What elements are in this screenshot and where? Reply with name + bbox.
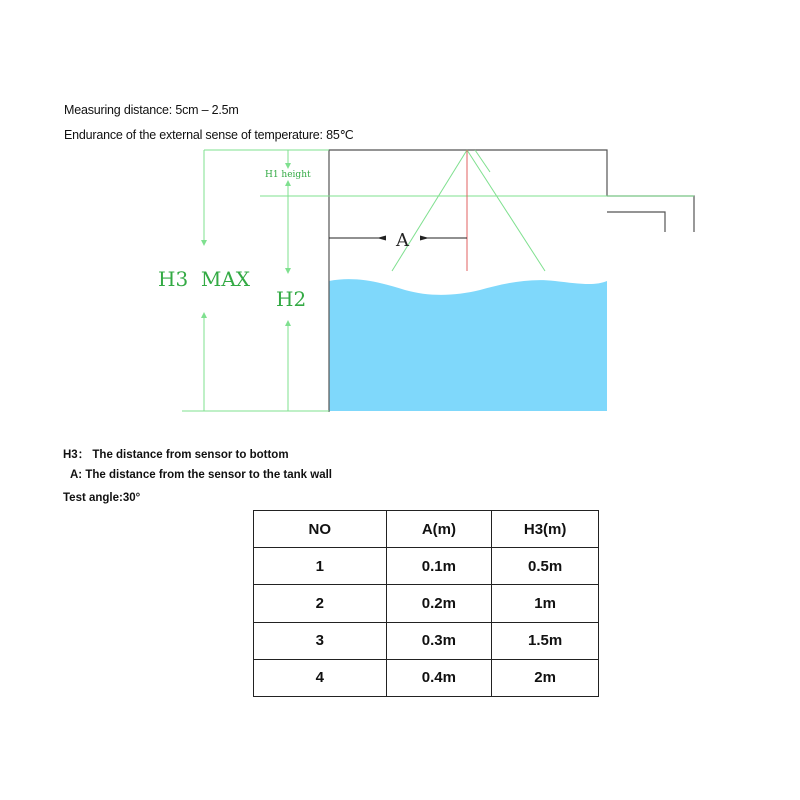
h1-arrow-down bbox=[285, 163, 291, 169]
h3-arrow-up bbox=[201, 312, 207, 318]
table-cell: 1.5m bbox=[492, 622, 599, 659]
table-cell: 0.5m bbox=[492, 548, 599, 585]
h2-arrow-up bbox=[285, 320, 291, 326]
table-row bbox=[254, 585, 599, 622]
h2-label: H2 bbox=[276, 287, 307, 311]
h3-max-label: H3 MAX bbox=[158, 267, 251, 291]
table-cell: 3 bbox=[254, 622, 387, 659]
outlet-pipe-bottom bbox=[607, 212, 665, 232]
table-cell: 4 bbox=[254, 659, 387, 696]
measurement-table bbox=[253, 510, 599, 697]
column-header-no: NO bbox=[254, 511, 387, 548]
table-row bbox=[254, 659, 599, 696]
h1-height-label: H1 height bbox=[265, 170, 311, 180]
table-cell: 0.2m bbox=[386, 585, 492, 622]
measuring-distance-text: Measuring distance: 5cm – 2.5m bbox=[64, 103, 239, 117]
beam-left-edge bbox=[392, 150, 467, 271]
table-cell: 0.3m bbox=[386, 622, 492, 659]
beam-right-edge-outer bbox=[475, 150, 490, 172]
table-cell: 2 bbox=[254, 585, 387, 622]
a-definition: A: The distance from the sensor to the tank wall bbox=[70, 469, 332, 481]
table-cell: 1m bbox=[492, 585, 599, 622]
a-arrow-left bbox=[377, 236, 386, 241]
column-header-a: A(m) bbox=[386, 511, 492, 548]
table-row bbox=[254, 622, 599, 659]
test-angle: Test angle:30° bbox=[63, 492, 141, 504]
a-label: A bbox=[396, 230, 409, 251]
h3-arrow-down bbox=[201, 240, 207, 246]
h2-arrow-down bbox=[285, 268, 291, 274]
table-cell: 1 bbox=[254, 548, 387, 585]
h3-definition: H3： The distance from sensor to bottom bbox=[63, 449, 289, 461]
table-header-row bbox=[254, 511, 599, 548]
column-header-h3: H3(m) bbox=[492, 511, 599, 548]
a-arrow-right bbox=[420, 236, 429, 241]
temperature-endurance-text: Endurance of the external sense of temperature: 85℃ bbox=[64, 128, 354, 142]
table-cell: 0.4m bbox=[386, 659, 492, 696]
table-row bbox=[254, 548, 599, 585]
water-fill bbox=[329, 279, 607, 411]
h1-arrow-up bbox=[285, 180, 291, 186]
beam-right-edge bbox=[467, 150, 545, 271]
table-cell: 2m bbox=[492, 659, 599, 696]
outlet-pipe-top bbox=[607, 196, 694, 232]
table-cell: 0.1m bbox=[386, 548, 492, 585]
